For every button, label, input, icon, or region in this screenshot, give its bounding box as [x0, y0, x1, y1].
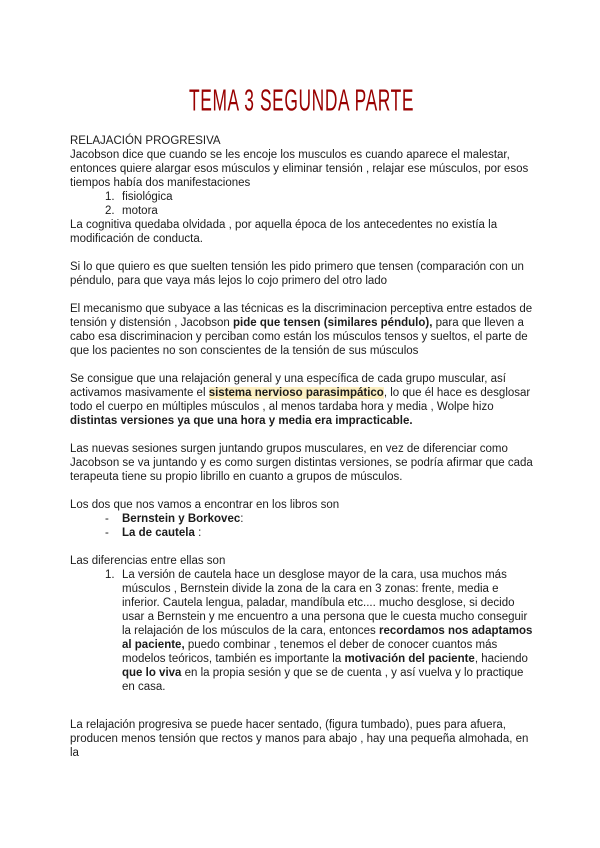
list-marker: 1. — [105, 569, 115, 581]
list-marker: - — [105, 513, 109, 525]
list-marker: - — [105, 527, 109, 539]
text-run-bold: distintas versiones ya que una hora y media era impracticable. — [70, 415, 413, 427]
text-run-bold: que lo viva — [122, 667, 182, 679]
text-run: : — [194, 527, 202, 539]
text-run: : — [240, 513, 244, 525]
text-run-highlighted: sistema nervioso parasimpático — [208, 387, 384, 399]
title-row — [70, 84, 534, 118]
text-run: , lo que él hace es desglosar todo el cuerpo en múltiples músculos , al menos tardaba hora y media , Wolpe hizo — [70, 387, 531, 413]
paragraph-libros: Los dos que nos vamos a encontrar en los libros son — [70, 499, 340, 511]
paragraph-final: La relajación progresiva se puede hacer sentado, (figura tumbado), pues para afuera, producen menos tensión que rectos y manos para abajo , hay una pequeña almohada, en la — [70, 719, 529, 759]
paragraph-soltar-tension: Si lo que quiero es que suelten tensión les pido primero que tensen (comparación con un péndulo, para que vaya más lejos lo cojo primero del otro lado — [70, 261, 524, 287]
text-run-bold: Bernstein y Borkovec — [122, 513, 241, 525]
list-item-text — [122, 568, 534, 694]
text-run: El mecanismo que subyace a las técnicas es la discriminacion perceptiva entre estados de tensión y distensión , Jacobson — [70, 303, 533, 329]
document-title: TEMA 3 SEGUNDA PARTE — [189, 84, 415, 118]
text-run: , haciendo — [474, 653, 528, 665]
paragraph-parasimpatico — [70, 372, 534, 428]
paragraph-cognitiva: La cognitiva quedaba olvidada , por aquella época de los antecedentes no existía la modificación de conducta. — [70, 219, 498, 245]
list-item-text — [122, 526, 534, 540]
text-run: Se consigue que una relajación general y una específica de cada grupo muscular, así activamos masivamente el — [70, 373, 507, 399]
list-marker: 1. — [105, 191, 115, 203]
paragraph-diferencias: Las diferencias entre ellas son — [70, 555, 226, 567]
text-run-bold: La de cautela — [122, 527, 195, 539]
list-item-bernstein — [70, 512, 534, 526]
list-item-cautela — [70, 526, 534, 540]
section-heading: RELAJACIÓN PROGRESIVA — [70, 135, 221, 147]
paragraph-nuevas-sesiones: Las nuevas sesiones surgen juntando grupos musculares, en vez de diferenciar como Jacobson se va juntando y es como surgen distintas versiones, se podría afirmar que cada terapeuta tiene su propio librillo en cuanto a grupos de músculos. — [70, 443, 533, 483]
text-run: La versión de cautela hace un desglose mayor de la cara, usa muchos más músculos , Bernstein divide la zona de la cara en 3 zonas: frente, media e inferior. Cautela lengua, paladar, mandíbula etc.... mucho desglose, si decido usar a Bernstein y me encuentro a una persona que le cuesta mucho conseguir la relajación de los músculos de la cara, entonces — [122, 569, 528, 637]
list-item-text: fisiológica — [122, 191, 173, 203]
list-item-text — [122, 512, 534, 526]
paragraph-mecanismo — [70, 302, 534, 358]
text-run-bold: pide que tensen (similares péndulo), — [233, 317, 433, 329]
list-item-motora — [70, 204, 534, 218]
list-item-fisiologica — [70, 190, 534, 204]
text-run-bold: motivación del paciente — [344, 653, 475, 665]
text-run-bold: recordamos nos adaptamos al paciente, — [122, 625, 533, 651]
list-marker: 2. — [105, 205, 115, 217]
list-item-diferencia-1 — [70, 568, 534, 694]
list-item-text: motora — [122, 205, 158, 217]
text-run: puedo combinar , tenemos el deber de conocer cuantos más modelos teóricos, también es importante la — [122, 639, 498, 665]
text-run: en la propia sesión y que se de cuenta , y así vuelva y lo practique en casa. — [122, 667, 524, 693]
text-run: para que lleven a cabo esa discriminacion y perciban como están los músculos tensos y sueltos, el parte de que los pacientes no son conscientes de la tensión de sus músculos — [70, 317, 528, 357]
paragraph-intro: Jacobson dice que cuando se les encoje los musculos es cuando aparece el malestar, entonces quiere alargar esos músculos y eliminar tensión , relajar ese músculos, por esos tiempos había dos manifestaciones — [70, 149, 529, 189]
